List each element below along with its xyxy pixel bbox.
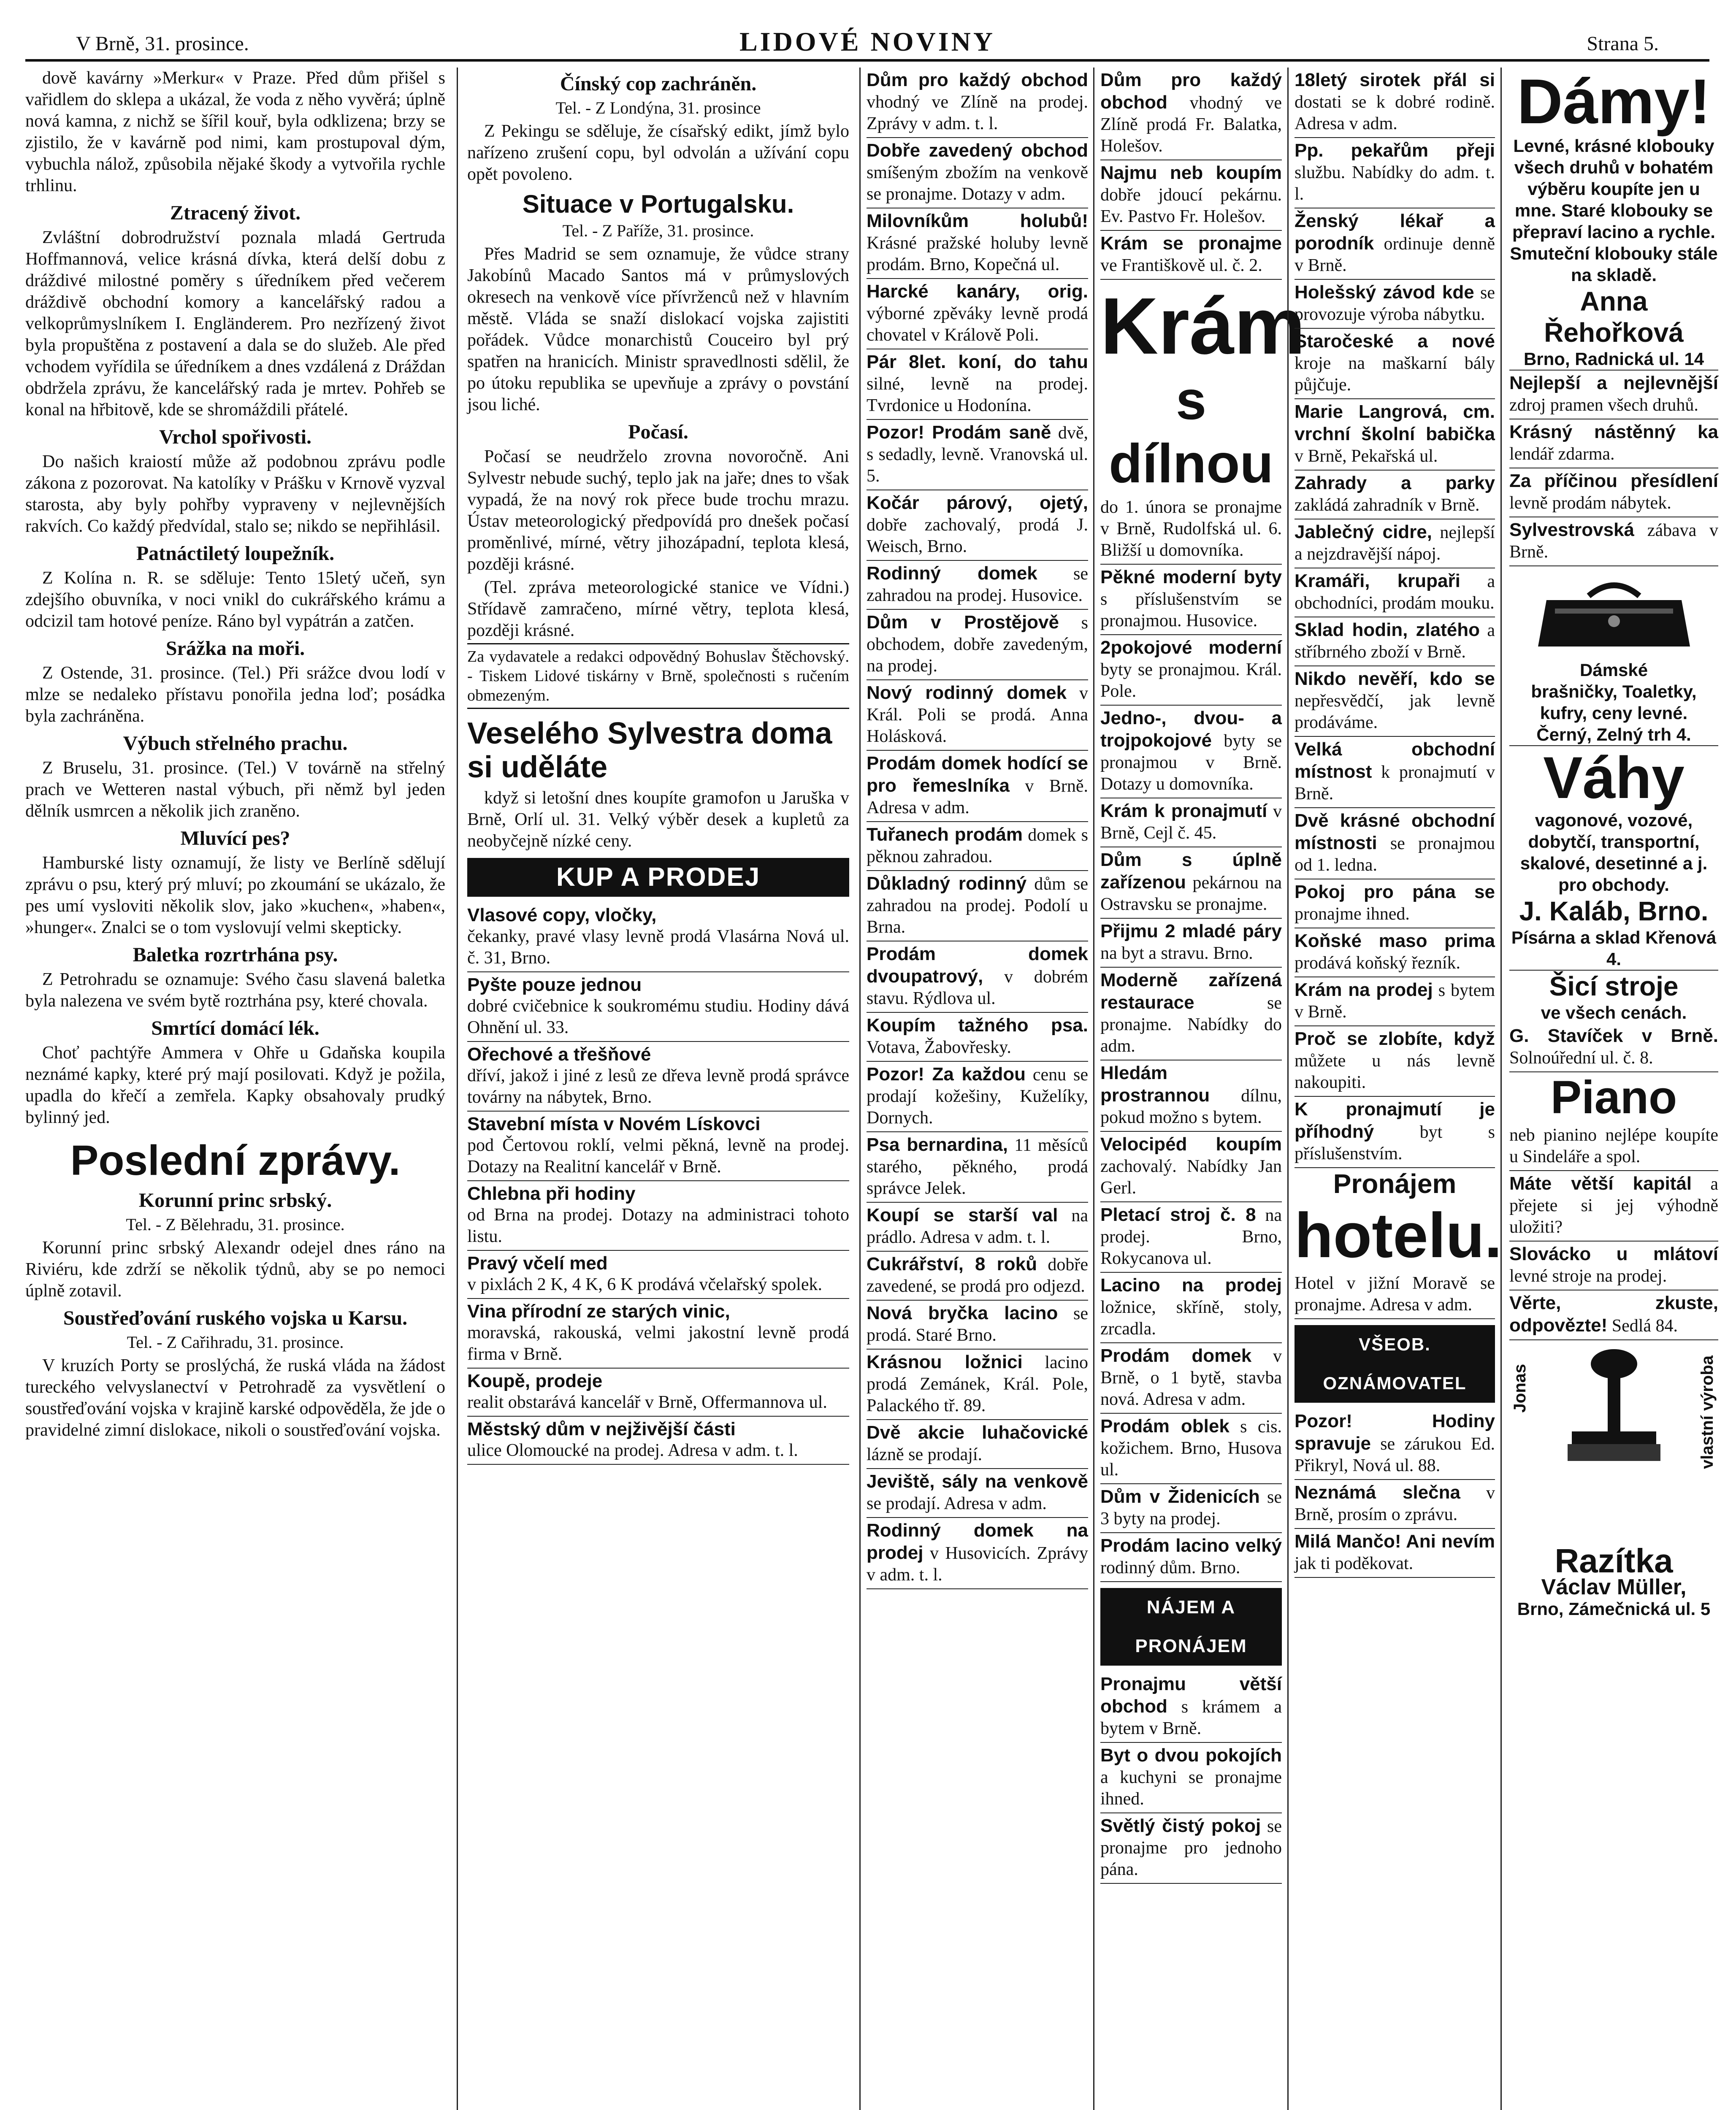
article-text: dově kavárny »Merkur« v Praze. Před dům přišel s vařidlem do sklepa a ukázal, že voda z něho vyvěrá; úplně nová kamna, z nichž se šířil kouř, byla odklizena; brzy se zjistilo, že v kavárně pod nimi, kam prostupoval dým, vybuchla nálož, způsobila nějaké škody a vytvořila rychle trhlinu. xyxy=(25,68,445,195)
classified-ad: Vlasové copy, vločky, čekanky, pravé vlasy levně prodá Vlasárna Nová ul. č. 31, Brno. xyxy=(467,903,849,972)
article-text: Z Petrohradu se oznamuje: Svého času slavená baletka byla nalezena ve svém bytě roztrhána psy, které chovala. xyxy=(25,970,445,1011)
sylvestr-promo-heading: Veselého Sylvestra doma si uděláte xyxy=(467,717,832,784)
bag-ad-title: Dámské xyxy=(1579,660,1648,680)
imprint: Za vydavatele a redakci odpovědný Bohuslav Štěchovský. - Tiskem Lidové tiskárny v Brně, společnosti s ručením obmezeným. xyxy=(467,643,849,709)
classified-ad: G. Stavíček v Brně. Solnoúřední ul. č. 8. xyxy=(1509,1023,1718,1072)
classified-ad: Byt o dvou pokojích a kuchyni se pronajme ihned. xyxy=(1100,1743,1282,1813)
hat-shop-address: Brno, Radnická ul. 14 xyxy=(1509,348,1718,371)
article-headline: Výbuch střelného prachu. xyxy=(123,732,348,755)
article-dateline: Tel. - Z Bělehradu, 31. prosince. xyxy=(126,1215,345,1234)
classified-ad: Ořechové a třešňové dříví, jakož i jiné z lesů ze dřeva levně prodá správce továrny na nábytek, Brno. xyxy=(467,1042,849,1112)
classified-ad: Rodinný domek na prodej v Husovicích. Zprávy v adm. t. l. xyxy=(867,1518,1088,1589)
article-text: (Tel. zpráva meteorologické stanice ve Vídni.) Střídavě zamračeno, mírné větry, teplota klesá, později krásné. xyxy=(467,578,849,640)
article-text: Počasí se neudrželo zrovna novoročně. Ani Sylvestr nebude suchý, teplo jak na jaře; dnes to však vypadá, že na nový rok přece bude trochu mrazu. Ústav meteorologický předpovídá pro dnešek počasí proměnlivé, mírné, větry jihozápadní, teplota klesá, později krásné. xyxy=(467,447,849,574)
scales-shop-address: Písárna a sklad Křenová 4. xyxy=(1509,927,1718,971)
article-text: Choť pachtýře Ammera v Ohře u Gdaňska koupila neznámé kapky, které prý mají posilovati. Když je požila, upadla do křečí a zemřela. Kapky obsahovaly prudký bylinný jed. xyxy=(25,1043,445,1127)
classified-ad: Jablečný cidre, nejlepší a nejzdravější nápoj. xyxy=(1295,519,1495,568)
classified-section-banner: VŠEOB. OZNÁMOVATEL xyxy=(1295,1325,1495,1403)
classified-ad: Prodám domek v Brně, o 1 bytě, stavba nová. Adresa v adm. xyxy=(1100,1343,1282,1414)
article-headline: Situace v Portugalsku. xyxy=(522,190,794,218)
article-dateline: Tel. - Z Paříže, 31. prosince. xyxy=(562,221,754,240)
classified-ad: Harcké kanáry, orig. výborné zpěváky levně prodá chovatel v Králově Poli. xyxy=(867,279,1088,349)
classified-ad: Psa bernardina, 11 měsíců starého, pěkného, prodá správce Jelek. xyxy=(867,1132,1088,1203)
classified-ad: Dům pro každý obchod vhodný ve Zlíně na prodej. Zprávy v adm. t. l. xyxy=(867,68,1088,138)
shop-ad-text: do 1. února se pronajme v Brně, Rudolfská ul. 6. Bližší u domovníka. xyxy=(1100,495,1282,565)
classified-ad: Velká obchodní místnost k pronajmutí v Brně. xyxy=(1295,737,1495,808)
sewing-machine-heading: Šicí stroje xyxy=(1549,971,1679,1001)
article-headline: Baletka rozrtrhána psy. xyxy=(133,944,338,966)
classified-ad: Dům v Židenicích se 3 byty na prodej. xyxy=(1100,1484,1282,1533)
classified-ad: Holešský závod kde se provozuje výroba nábytku. xyxy=(1295,280,1495,329)
article-headline: Patnáctiletý loupežník. xyxy=(136,542,335,565)
stamp-ad-side-text: Jonas xyxy=(1511,1364,1529,1413)
article-dateline: Tel. - Z Londýna, 31. prosince xyxy=(555,98,761,117)
column-display-ads xyxy=(1500,68,1718,2110)
classified-ad: Nikdo nevěří, kdo se nepřesvědčí, jak levně prodáváme. xyxy=(1295,666,1495,737)
classified-ad: Stavební místa v Novém Lískovci pod Čertovou roklí, velmi pěkná, levně na prodej. Dotazy na Realitní kancelář v Brně. xyxy=(467,1112,849,1181)
stamp-ad-title: Razítka xyxy=(1555,1542,1673,1580)
classified-ad: Najmu neb koupím dobře jdoucí pekárnu. Ev. Pastvo Fr. Holešov. xyxy=(1100,160,1282,231)
classified-ad: Staročeské a nové kroje na maškarní bály půjčuje. xyxy=(1295,329,1495,399)
article-text: Z Bruselu, 31. prosince. (Tel.) V továrně na střelný prach ve Wetteren nastal výbuch, při němž byl jeden dělník usmrcen a několik jich zraněno. xyxy=(25,758,445,821)
classified-ad: Přijmu 2 mladé páry na byt a stravu. Brno. xyxy=(1100,919,1282,968)
article-headline: Smrtící domácí lék. xyxy=(151,1017,320,1039)
classified-ad: Dvě akcie luhačovické lázně se prodají. xyxy=(867,1420,1088,1469)
classified-ad: Kočár párový, ojetý, dobře zachovalý, prodá J. Weisch, Brno. xyxy=(867,490,1088,561)
article-headline: Soustřeďování ruského vojska u Karsu. xyxy=(63,1307,408,1329)
classified-ad: Vina přírodní ze starých vinic, moravská, rakouská, velmi jakostní levně prodá firma v Brně. xyxy=(467,1299,849,1369)
scales-ad-text: vagonové, vozové, dobytčí, transportní, skalové, desetinné a j. pro obchody. xyxy=(1520,810,1708,895)
classified-ad: Hledám prostrannou dílnu, pokud možno s bytem. xyxy=(1100,1060,1282,1132)
article-text: Přes Madrid se sem oznamuje, že vůdce strany Jakobínů Macado Santos má v průmyslových okresech na venkově více přívrženců než v hlavním městě. Vláda se snaží dislokací vojska zajistiti pořádek. Vůdce monarchistů Couceiro byl prý spatřen na hranicích. Ministr spravedlnosti sdělil, že po útoku republika se upevňuje a zprávy o povstání jsou liché. xyxy=(467,244,849,414)
classified-ad: Pletací stroj č. 8 na prodej. Brno, Rokycanova ul. xyxy=(1100,1202,1282,1273)
classified-ad: Městský dům v nejživější části ulice Olomoucké na prodej. Adresa v adm. t. l. xyxy=(467,1417,849,1465)
columns xyxy=(25,66,1719,2110)
classified-ad: Milovníkům holubů! Krásné pražské holuby levně prodám. Brno, Kopečná ul. xyxy=(867,208,1088,279)
classified-ad: Krám k pronajmutí v Brně, Cejl č. 45. xyxy=(1100,798,1282,847)
article-text: Z Ostende, 31. prosince. (Tel.) Při srážce dvou lodí v mlze se nedaleko přístavu ponořila jedna loď; posádka byla zachráněna. xyxy=(25,663,445,726)
issue-date: V Brně, 31. prosince. xyxy=(76,32,249,55)
classified-ad: Koupí se starší val na prádlo. Adresa v adm. t. l. xyxy=(867,1203,1088,1252)
scales-shop-name: J. Kaláb, Brno. xyxy=(1519,896,1709,926)
classified-ad: Cukrářství, 8 roků dobře zavedené, se prodá pro odjezd. xyxy=(867,1252,1088,1301)
article-dateline: Tel. - Z Cařihradu, 31. prosince. xyxy=(127,1333,344,1352)
classified-ad: Koupím tažného psa. Votava, Žabovřesky. xyxy=(867,1013,1088,1062)
stamp-ad-name: Václav Müller, xyxy=(1541,1575,1687,1599)
classified-ad: Zahrady a parky zakládá zahradník v Brně. xyxy=(1295,471,1495,519)
column-classifieds-3 xyxy=(1287,68,1501,2110)
classified-ad: Nová bryčka lacino se prodá. Staré Brno. xyxy=(867,1301,1088,1350)
classified-ad: Milá Mančo! Ani nevím jak ti poděkovat. xyxy=(1295,1529,1495,1578)
article-headline: Mluvící pes? xyxy=(180,827,290,849)
hotel-ad-title: hotelu. xyxy=(1295,1200,1502,1271)
classified-ad: Lacino na prodej ložnice, skříně, stoly, zrcadla. xyxy=(1100,1273,1282,1343)
handbag-illustration xyxy=(1530,575,1698,651)
newspaper-page xyxy=(25,17,1719,2110)
article-text: V kruzích Porty se proslýchá, že ruská vláda na žádost tureckého velvyslanectví v Petrohradě za vysvětlení o soustřeďování vojska v krajině karské odpověděla, že jde o pravidelné zimní dislokace, nikoli o soustřeďování vojska. xyxy=(25,1356,445,1440)
article-text: Korunní princ srbský Alexandr odejel dnes ráno na Riviéru, kde zdrží se několik týdnů, aby se po nemoci úplně zotavil. xyxy=(25,1238,445,1301)
classified-ad: Za příčinou přesídlení levně prodám nábytek. xyxy=(1509,468,1718,517)
column-news-1 xyxy=(25,68,455,2110)
column-news-2 xyxy=(457,68,859,2110)
article-headline: Počasí. xyxy=(628,421,688,443)
article-headline: Srážka na moři. xyxy=(165,637,305,660)
classified-ad: Nejlepší a nejlevnější zdroj pramen všech druhů. xyxy=(1509,371,1718,419)
classified-ad: Slovácko u mlátoví levné stroje na prodej. xyxy=(1509,1242,1718,1290)
classified-ad: Máte větší kapitál a přejete si jej výhodně uložiti? xyxy=(1509,1171,1718,1242)
classified-ad: Světlý čistý pokoj se pronajme pro jednoho pána. xyxy=(1100,1813,1282,1884)
classified-section-banner: NÁJEM A PRONÁJEM xyxy=(1100,1588,1282,1666)
classified-ad: Sylvestrovská zábava v Brně. xyxy=(1509,517,1718,566)
classified-ad: Koupě, prodeje realit obstarává kancelář v Brně, Offermannova ul. xyxy=(467,1369,849,1417)
rubber-stamp-illustration xyxy=(1551,1347,1677,1474)
article-text: Z Pekingu se sděluje, že císařský edikt, jímž bylo nařízeno zrušení copu, byl odvolán a užívání copu opět povoleno. xyxy=(467,122,849,184)
column-classifieds-2 xyxy=(1093,68,1305,2110)
article-text: Zvláštní dobrodružství poznala mladá Gertruda Hoffmannová, velice krásná dívka, která delší dobu z dráždivé milostné poměry s úředníkem před večerem dráždivě obchodní komory a kancelářský radou a velkoprůmyslníkem I. Engländerem. Pro nezřízený život byla propuštěna z postavení a dala se do služeb. Ale před vchodem vyřídila se úředníkem a dnes vzdálená z Dráždan obdržela zprávu, že kancelářský rada je mrtev. Pohřeb se konal na hřbitově, kde se shromáždili přátelé. xyxy=(25,228,445,419)
hat-ad-heading: Dámy! xyxy=(1517,66,1711,137)
classified-ad: Prodám lacino velký rodinný dům. Brno. xyxy=(1100,1533,1282,1582)
hotel-ad-heading: Pronájem xyxy=(1333,1169,1457,1199)
shop-ad-heading: Krám xyxy=(1100,281,1305,371)
classified-ad: Pravý včelí med v pixlách 2 K, 4 K, 6 K prodává včelařský spolek. xyxy=(467,1251,849,1299)
classified-ad: Pár 8let. koní, do tahu silné, levně na prodej. Tvrdonice u Hodonína. xyxy=(867,349,1088,420)
classified-ad: Dům v Prostějově s obchodem, dobře zavedeným, na prodej. xyxy=(867,610,1088,680)
piano-ad-heading: Piano xyxy=(1550,1071,1677,1123)
hat-shop-name: Anna Řehořková xyxy=(1544,286,1684,348)
classified-ad: K pronajmutí je příhodný byt s příslušenstvím. xyxy=(1295,1097,1495,1168)
classified-ad: Nový rodinný domek v Král. Poli se prodá. Anna Holásková. xyxy=(867,680,1088,751)
classified-section-banner: KUP A PRODEJ xyxy=(467,858,849,897)
classified-ad: Neznámá slečna v Brně, prosím o zprávu. xyxy=(1295,1480,1495,1529)
article-headline: Korunní princ srbský. xyxy=(138,1189,332,1212)
latest-news-title: Poslední zprávy. xyxy=(70,1137,401,1184)
promo-text: když si letošní dnes koupíte gramofon u Jaruška v Brně, Orlí ul. 31. Velký výběr desek a kupletů za neobyčejně nízké ceny. xyxy=(467,788,849,851)
classified-ad: Dům s úplně zařízenou pekárnou na Ostravsku se pronajme. xyxy=(1100,847,1282,919)
classified-ad: Pp. pekařům přeji službu. Nabídky do adm. t. l. xyxy=(1295,138,1495,208)
classified-ad: Dvě krásné obchodní místnosti se pronajmou od 1. ledna. xyxy=(1295,808,1495,879)
classified-ad: Kramáři, krupaři a obchodníci, prodám mouku. xyxy=(1295,568,1495,617)
classified-ad: Dům pro každý obchod vhodný ve Zlíně prodá Fr. Balatka, Holešov. xyxy=(1100,68,1282,160)
classified-ad: Pozor! Hodiny spravuje se zárukou Ed. Přikryl, Nová ul. 88. xyxy=(1295,1409,1495,1480)
classified-ad: Pyšte pouze jednou dobré cvičebnice k soukromému studiu. Hodiny dává Ohnění ul. 33. xyxy=(467,972,849,1042)
hotel-ad-text: Hotel v jižní Moravě se pronajme. Adresa v adm. xyxy=(1295,1271,1495,1319)
classified-ad: Prodám oblek s cis. kožichem. Brno, Husova ul. xyxy=(1100,1414,1282,1484)
classified-ad: Pěkné moderní byty s příslušenstvím se pronajmou. Husovice. xyxy=(1100,565,1282,635)
classified-ad: 2pokojové moderní byty se pronajmou. Král. Pole. xyxy=(1100,635,1282,706)
classified-ad: Dobře zavedený obchod smíšeným zbožím na venkově se pronajme. Dotazy v adm. xyxy=(867,138,1088,208)
classified-ad: Proč se zlobíte, když můžete u nás levně nakoupiti. xyxy=(1295,1026,1495,1097)
classified-ad: 18letý sirotek přál si dostati se k dobré rodině. Adresa v adm. xyxy=(1295,68,1495,138)
classified-ad: Věrte, zkuste, odpovězte! Sedlá 84. xyxy=(1509,1290,1718,1340)
classified-ad: Jedno-, dvou- a trojpokojové byty se pronajmou v Brně. Dotazy u domovníka. xyxy=(1100,706,1282,798)
bag-ad-address: Černý, Zelný trh 4. xyxy=(1509,724,1718,746)
scales-ad-heading: Váhy xyxy=(1543,744,1685,811)
article-headline: Čínský cop zachráněn. xyxy=(560,73,757,95)
column-classifieds-1 xyxy=(859,68,1094,2110)
classified-ad: Pozor! Prodám saně dvě, s sedadly, levně. Vranovská ul. 5. xyxy=(867,420,1088,490)
classified-ad: Pozor! Za každou cenu se prodají kožešiny, Kuželíky, Dornych. xyxy=(867,1062,1088,1132)
stamp-ad xyxy=(1509,1347,1718,1545)
newspaper-title: LIDOVÉ NOVINY xyxy=(739,27,996,57)
hat-ad-text: Levné, krásné klobouky všech druhů v bohatém výběru koupíte jen u mne. Staré klobouky se přepraví lacino a rychle. Smuteční klobouky stále na skladě. xyxy=(1510,136,1718,285)
article-text: Z Kolína n. R. se sděluje: Tento 15letý učeň, syn zdejšího obuvníka, v noci vnikl do cukrářského krámu a odcizil tam hotové peníze. Ráno byl vypátrán a zatčen. xyxy=(25,568,445,631)
classified-ad: Krám se pronajme ve Františkově ul. č. 2. xyxy=(1100,231,1282,280)
classified-ad: Prodám domek hodící se pro řemeslníka v Brně. Adresa v adm. xyxy=(867,751,1088,822)
article-headline: Vrchol spořivosti. xyxy=(159,426,311,448)
bag-ad-text: brašničky, Toaletky, kufry, ceny levné. xyxy=(1531,682,1697,723)
classified-ad: Koňské maso prima prodává koňský řezník. xyxy=(1295,928,1495,977)
piano-ad-text: neb pianino nejlépe koupíte u Sindeláře a spol. xyxy=(1509,1123,1718,1171)
classified-ad: Jeviště, sály na venkově se prodají. Adresa v adm. xyxy=(867,1469,1088,1518)
article-text: Hamburské listy oznamují, že listy ve Berlíně sdělují zprávu o psu, který prý mluví; po zkoumání se ukázalo, že pes umí vysloviti několik slov, jako »kuchen«, »haben«, »hunger«. Znalci se o tom vyslovují velmi skepticky. xyxy=(25,853,445,937)
classified-ad: Pronajmu větší obchod s krámem a bytem v Brně. xyxy=(1100,1672,1282,1743)
classified-ad: Ženský lékař a porodník ordinuje denně v Brně. xyxy=(1295,208,1495,280)
page-number: Strana 5. xyxy=(1587,32,1659,55)
classified-ad: Rodinný domek se zahradou na prodej. Husovice. xyxy=(867,561,1088,610)
classified-ad: Sklad hodin, zlatého a stříbrného zboží v Brně. xyxy=(1295,617,1495,666)
classified-ad: Krásný nástěnný ka lendář zdarma. xyxy=(1509,419,1718,468)
classified-ad: Prodám domek dvoupatrový, v dobrém stavu. Rýdlova ul. xyxy=(867,941,1088,1013)
classified-ad: Krám na prodej s bytem v Brně. xyxy=(1295,977,1495,1026)
stamp-ad-side-text: vlastní výroba xyxy=(1698,1355,1717,1469)
classified-ad: Krásnou ložnici lacino prodá Zemánek, Král. Pole, Palackého tř. 89. xyxy=(867,1350,1088,1420)
classified-ad: Chlebna při hodiny od Brna na prodej. Dotazy na administraci tohoto listu. xyxy=(467,1181,849,1251)
classified-ad: Důkladný rodinný dům se zahradou na prodej. Podolí u Brna. xyxy=(867,871,1088,941)
classified-ad: Moderně zařízená restaurace se pronajme. Nabídky do adm. xyxy=(1100,968,1282,1060)
classified-ad: Pokoj pro pána se pronajme ihned. xyxy=(1295,879,1495,928)
stamp-ad-address: Brno, Zámečnická ul. 5 xyxy=(1517,1599,1711,1619)
classified-ad: Marie Langrová, cm. vrchní školní babička v Brně, Pekařská ul. xyxy=(1295,399,1495,471)
article-text: Do našich kraiostí může až podobnou zprávu podle zákona z pozorovat. Na katolíky v Prášku v Krnově vyzval starosta, aby byly pohřby vypraveny v nejlevnějších rakvích. Co každý předvídal, stalo se; nikdo se nepřihlásil. xyxy=(25,452,445,536)
article-headline: Ztracený život. xyxy=(170,202,301,224)
classified-ad: Tuřanech prodám domek s pěknou zahradou. xyxy=(867,822,1088,871)
classified-ad: Velocipéd koupím zachovalý. Nabídky Jan Gerl. xyxy=(1100,1132,1282,1202)
shop-ad-subheading: s dílnou xyxy=(1109,369,1273,494)
masthead xyxy=(25,17,1709,62)
sewing-machine-text: ve všech cenách. xyxy=(1541,1003,1687,1023)
